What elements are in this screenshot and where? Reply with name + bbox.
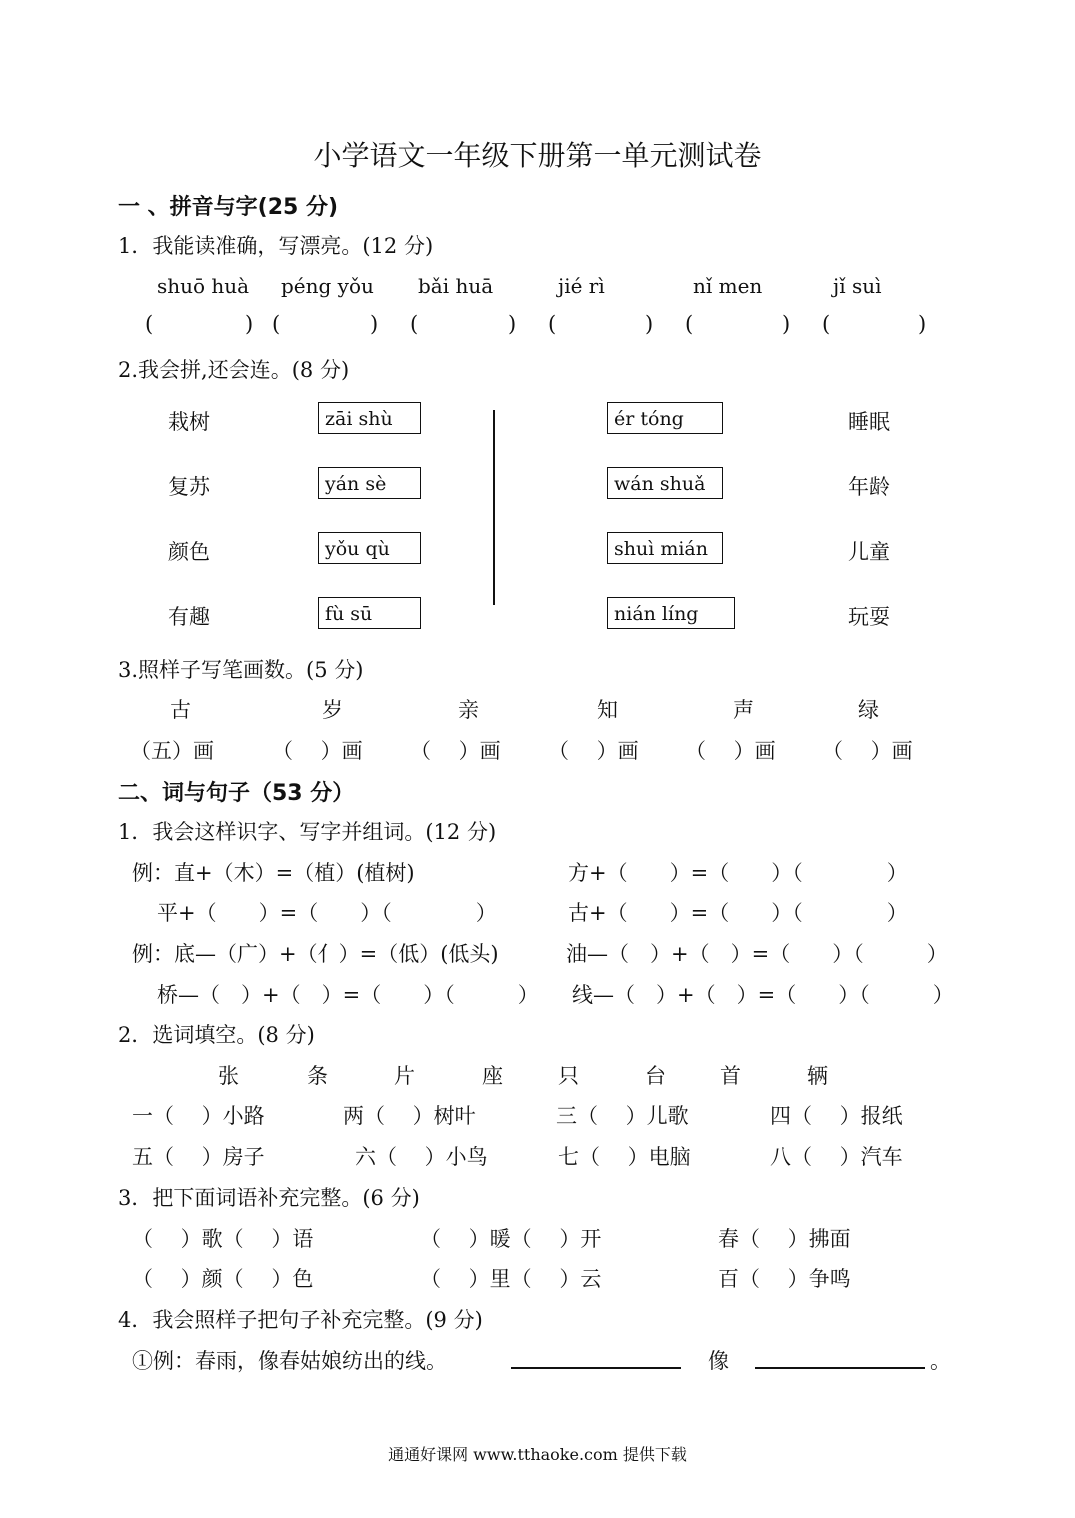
compose-line: 平+（ ）=（ ）（ ） [157, 901, 497, 925]
pinyin-item: bǎi huā [418, 274, 494, 298]
right-word: 年龄 [848, 475, 890, 499]
blank-paren: ) [918, 312, 927, 336]
compose-line: 例：底—（广）+（亻）=（低）(低头) [132, 942, 499, 966]
right-word: 玩耍 [848, 605, 890, 629]
section-2-heading: 二、词与句子（53 分） [118, 781, 355, 806]
fill-item: 四（ ）报纸 [770, 1104, 903, 1128]
blank-paren: ( [548, 312, 557, 336]
pinyin-item: jié rì [558, 274, 605, 298]
left-pinyin-box: yǒu qù [318, 532, 421, 564]
fill-item: 六（ ）小鸟 [355, 1145, 488, 1169]
fill-item: 三（ ）儿歌 [556, 1104, 689, 1128]
left-pinyin-box: yán sè [318, 467, 421, 499]
compose-line: 例：直+（木）=（植）(植树) [132, 861, 415, 885]
stroke-answer: （ ）画 [822, 739, 913, 763]
compose-line: 方+（ ）=（ ）（ ） [568, 861, 908, 885]
compose-line: 桥—（ ）+（ ）=（ ）（ ） [157, 983, 539, 1007]
q4-label: 4．我会照样子把句子补充完整。(9 分) [118, 1308, 483, 1332]
idiom-item: （ ）暖（ ）开 [420, 1227, 602, 1251]
word-choice: 座 [482, 1064, 503, 1088]
blank-paren: ) [508, 312, 517, 336]
blank-paren: ) [782, 312, 791, 336]
footer-source: 通通好课网 www.tthaoke.com 提供下载 [388, 1445, 687, 1464]
divider-line [493, 410, 495, 605]
page-title: 小学语文一年级下册第一单元测试卷 [313, 139, 762, 172]
sentence-example: ①例：春雨，像春姑娘纺出的线。 [132, 1349, 447, 1373]
pinyin-item: nǐ men [693, 274, 763, 298]
pinyin-item: jǐ suì [833, 274, 882, 298]
blank-paren: ( [410, 312, 419, 336]
blank-paren: ) [245, 312, 254, 336]
blank-paren: ( [822, 312, 831, 336]
compose-line: 油—（ ）+（ ）=（ ）（ ） [566, 942, 948, 966]
idiom-item: （ ）歌（ ）语 [132, 1227, 314, 1251]
left-pinyin-box: zāi shù [318, 402, 421, 434]
stroke-char: 亲 [458, 698, 479, 722]
idiom-item: （ ）里（ ）云 [420, 1267, 602, 1291]
blank-paren: ( [145, 312, 154, 336]
right-word: 儿童 [848, 540, 890, 564]
q3-label: 3.照样子写笔画数。(5 分) [118, 658, 364, 682]
stroke-answer: （ ）画 [272, 739, 363, 763]
word-choice: 台 [645, 1064, 666, 1088]
answer-blank-line[interactable] [511, 1367, 681, 1369]
section-1-heading: 一 、拼音与字(25 分) [118, 195, 339, 220]
stroke-answer: （五）画 [130, 739, 214, 763]
right-pinyin-box: shuì mián [607, 532, 723, 564]
word-choice: 张 [218, 1064, 239, 1088]
fill-item: 一（ ）小路 [132, 1104, 265, 1128]
stroke-char: 岁 [322, 698, 343, 722]
answer-blank-line[interactable] [755, 1367, 925, 1369]
sentence-end: 。 [930, 1349, 951, 1373]
idiom-item: （ ）颜（ ）色 [132, 1267, 314, 1291]
fill-item: 七（ ）电脑 [558, 1145, 691, 1169]
sentence-connector: 像 [708, 1349, 729, 1373]
left-pinyin-box: fù sū [318, 597, 421, 629]
word-choice: 条 [307, 1064, 328, 1088]
blank-paren: ) [370, 312, 379, 336]
stroke-answer: （ ）画 [548, 739, 639, 763]
q3-label: 3．把下面词语补充完整。(6 分) [118, 1186, 420, 1210]
q1-label: 1．我会这样识字、写字并组词。(12 分) [118, 820, 497, 844]
fill-item: 五（ ）房子 [132, 1145, 265, 1169]
left-word: 复苏 [168, 475, 210, 499]
word-choice: 辆 [807, 1064, 828, 1088]
compose-line: 古+（ ）=（ ）（ ） [568, 901, 908, 925]
idiom-item: 春（ ）拂面 [718, 1227, 851, 1251]
idiom-item: 百（ ）争鸣 [718, 1267, 851, 1291]
left-word: 有趣 [168, 605, 210, 629]
q2-label: 2．选词填空。(8 分) [118, 1023, 315, 1047]
word-choice: 首 [720, 1064, 741, 1088]
blank-paren: ( [685, 312, 694, 336]
pinyin-item: péng yǒu [281, 274, 374, 298]
stroke-char: 绿 [858, 698, 879, 722]
left-word: 颜色 [168, 540, 210, 564]
right-pinyin-box: wán shuǎ [607, 467, 723, 499]
blank-paren: ) [645, 312, 654, 336]
stroke-char: 古 [170, 698, 191, 722]
right-pinyin-box: nián líng [607, 597, 735, 629]
fill-item: 两（ ）树叶 [343, 1104, 476, 1128]
fill-item: 八（ ）汽车 [770, 1145, 903, 1169]
right-pinyin-box: ér tóng [607, 402, 723, 434]
right-word: 睡眠 [848, 410, 890, 434]
q2-label: 2.我会拼,还会连。(8 分) [118, 358, 350, 382]
compose-line: 线—（ ）+（ ）=（ ）（ ） [572, 983, 954, 1007]
word-choice: 片 [394, 1064, 415, 1088]
stroke-char: 声 [733, 698, 754, 722]
pinyin-item: shuō huà [157, 274, 250, 298]
stroke-answer: （ ）画 [410, 739, 501, 763]
blank-paren: ( [272, 312, 281, 336]
left-word: 栽树 [168, 410, 210, 434]
stroke-char: 知 [597, 698, 618, 722]
q1-label: 1．我能读准确，写漂亮。(12 分) [118, 234, 434, 258]
stroke-answer: （ ）画 [685, 739, 776, 763]
word-choice: 只 [558, 1064, 579, 1088]
